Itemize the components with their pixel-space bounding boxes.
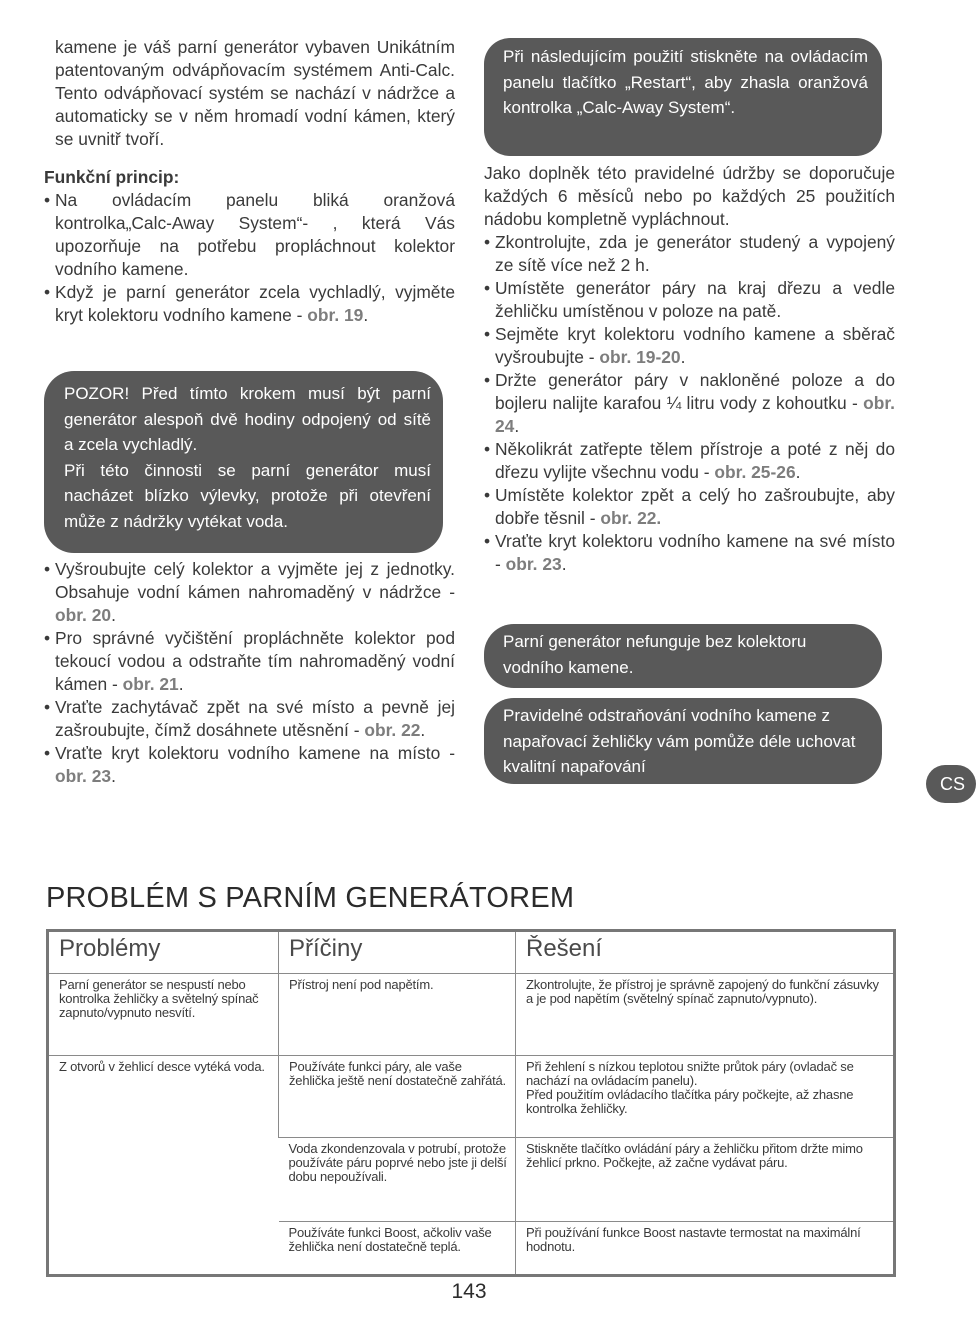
right-column [484, 162, 895, 576]
bullet-text: Na ovládacím panelu bliká oranžová kontrolka„Calc-Away System“- , která Vás upozorňuje na potřebu propláchnout kolektor vodního kamene. [55, 190, 455, 279]
figure-ref: obr. 20 [55, 605, 112, 625]
cause-cell: Voda zkondenzovala v potrubí, protože používáte páru poprvé nebo jste ji delší dobu nepoužívali. [279, 1138, 516, 1222]
solution-cell: Zkontrolujte, že přístroj je správně zapojený do funkční zásuvky a je pod napětím (světelný spínač zapnuto/vypnuto). [516, 974, 895, 1056]
table-row [48, 1056, 895, 1138]
bullet-text: Když je parní generátor zcela vychladlý, vyjměte kryt kolektoru vodního kamene - [55, 282, 455, 325]
list-item: • Vraťte kryt kolektoru vodního kamene na místo - obr. 23. [44, 743, 455, 786]
tip-box [484, 698, 882, 784]
list-item: • Sejměte kryt kolektoru vodního kamene a sběrač vyšroubujte - obr. 19-20. [484, 324, 895, 367]
list-item: • Umístěte generátor páry na kraj dřezu a vedle žehličku umístěnou v poloze na patě. [484, 278, 895, 321]
bullet-text: Vraťte zachytávač zpět na své místo a pevně jej zašroubujte, čímž dosáhnete utěsnění - [55, 697, 455, 740]
cause-cell: Používáte funkci Boost, ačkoliv vaše žehlička není dostatečně teplá. [279, 1222, 516, 1276]
list-item: • Několikrát zatřepte tělem přístroje a poté z něj do dřezu vylijte všechnu vodu - obr. 25-26. [484, 439, 895, 482]
figure-ref: obr. 23 [55, 766, 112, 786]
figure-ref: obr. 24 [495, 393, 895, 436]
page-number: 143 [451, 1280, 487, 1303]
intro-paragraph: kamene je váš parní generátor vybaven Unikátním patentovaným odvápňovacím systémem Anti-Calc. Tento odvápňovací systém se nachází v nádržce a automaticky se v něm hromadí vodní kámen, který se uvnitř tvoří. [55, 37, 455, 149]
info-text: Parní generátor nefunguje bez kolektoru vodního kamene. [503, 632, 807, 677]
left-column [44, 36, 455, 327]
principle-heading: Funkční princip: [44, 167, 180, 187]
list-item: • Na ovládacím panelu bliká oranžová kontrolka„Calc-Away System“- , která Vás upozorňuje na potřebu propláchnout kolektor vodního kamene. [44, 190, 455, 279]
table-header-row [48, 931, 895, 974]
bullet-text: Sejměte kryt kolektoru vodního kamene a sběrač vyšroubujte - [495, 324, 895, 367]
solution-line: Při žehlení s nízkou teplotou snižte průtok páry (ovladač se nachází na ovládacím panelu). [526, 1059, 854, 1088]
bullet-text: Vraťte kryt kolektoru vodního kamene na své místo - [495, 531, 895, 574]
solution-cell [516, 1056, 895, 1138]
solution-cell: Při používání funkce Boost nastavte termostat na maximální hodnotu. [516, 1222, 895, 1276]
solution-cell: Stiskněte tlačítko ovládání páry a žehličku přitom držte mimo žehlicí prkno. Počkejte, až začne vydávat páru. [516, 1138, 895, 1222]
restart-box [484, 38, 882, 156]
bullet-text: Vyšroubujte celý kolektor a vyjměte jej z jednotky. Obsahuje vodní kámen nahromaděný v nádržce - [55, 559, 455, 602]
cause-cell: Používáte funkci páry, ale vaše žehlička ještě není dostatečně zahřátá. [279, 1056, 516, 1138]
solution-line: Před použitím ovládacího tlačítka páry počkejte, až zhasne kontrolka žehličky. [526, 1087, 854, 1116]
warning-text: POZOR! Před tímto krokem musí být parní generátor alespoň dvě hodiny odpojený od sítě a zcela vychladlý. [64, 384, 431, 454]
figure-ref: obr. 21 [122, 674, 179, 694]
warning-text: Při této činnosti se parní generátor musí nacházet blízko výlevky, protože při otevření může z nádržky vytékat voda. [64, 460, 431, 531]
bullet-text: Zkontrolujte, zda je generátor studený a vypojený ze sítě více než 2 h. [495, 232, 895, 275]
problem-cell: Z otvorů v žehlicí desce vytéká voda. [48, 1056, 279, 1276]
language-tab: CS [926, 765, 976, 803]
column-header: Příčiny [279, 931, 516, 974]
bullet-text: Držte generátor páry v nakloněné poloze a do bojleru nalijte karafou ¼ litru vody z kohoutku - [495, 370, 895, 413]
figure-ref: obr. 19-20 [599, 347, 681, 367]
bullet-text: Umístěte generátor páry na kraj dřezu a vedle žehličku umístěnou v poloze na patě. [495, 278, 895, 321]
column-header: Problémy [48, 931, 279, 974]
figure-ref: obr. 19 [307, 305, 364, 325]
troubleshooting-table [46, 929, 896, 1277]
list-item: • Držte generátor páry v nakloněné poloze a do bojleru nalijte karafou ¼ litru vody z kohoutku - obr. 24. [484, 370, 895, 436]
section-title: PROBLÉM S PARNÍM GENERÁTOREM [46, 882, 575, 914]
figure-ref: obr. 22. [600, 508, 662, 528]
bullet-text: Umístěte kolektor zpět a celý ho zašroubujte, aby dobře těsnil - [495, 485, 895, 528]
table-row [48, 974, 895, 1056]
restart-text: Při následujícím použití stiskněte na ovládacím panelu tlačítko „Restart“, aby zhasla oranžová kontrolka „Calc-Away System“. [503, 47, 868, 117]
info-box [484, 624, 882, 688]
bullet-text: Několikrát zatřepte tělem přístroje a poté z něj do dřezu vylijte všechnu vodu - [495, 439, 895, 482]
list-item: • Umístěte kolektor zpět a celý ho zašroubujte, aby dobře těsnil - obr. 22. [484, 485, 895, 528]
column-header: Řešení [516, 931, 895, 974]
tip-text: Pravidelné odstraňování vodního kamene z napařovací žehličky vám pomůže déle uchovat kvalitní napařování [503, 706, 856, 776]
left-column-lower [44, 558, 455, 788]
figure-ref: obr. 23 [505, 554, 562, 574]
list-item: • Když je parní generátor zcela vychladlý, vyjměte kryt kolektoru vodního kamene - obr. 19. [44, 282, 455, 325]
list-item: • Vyšroubujte celý kolektor a vyjměte jej z jednotky. Obsahuje vodní kámen nahromaděný v nádržce - obr. 20. [44, 559, 455, 625]
list-item: • Zkontrolujte, zda je generátor studený a vypojený ze sítě více než 2 h. [484, 232, 895, 275]
list-item: • Vraťte zachytávač zpět na své místo a pevně jej zašroubujte, čímž dosáhnete utěsnění - obr. 22. [44, 697, 455, 740]
figure-ref: obr. 25-26 [714, 462, 796, 482]
bullet-text: Pro správné vyčištění propláchněte kolektor pod tekoucí vodou a odstraňte tím nahromaděný vodní kámen - [55, 628, 455, 694]
bullet-text: Vraťte kryt kolektoru vodního kamene na místo - [55, 743, 455, 763]
list-item: • Pro správné vyčištění propláchněte kolektor pod tekoucí vodou a odstraňte tím nahromaděný vodní kámen - obr. 21. [44, 628, 455, 694]
warning-box [44, 371, 443, 553]
figure-ref: obr. 22 [364, 720, 421, 740]
maintenance-paragraph: Jako doplněk této pravidelné údržby se doporučuje každých 6 měsíců nebo po každých 25 použitích nádobu kompletně vypláchnout. [484, 163, 895, 229]
list-item: • Vraťte kryt kolektoru vodního kamene na své místo - obr. 23. [484, 531, 895, 574]
cause-cell: Přístroj není pod napětím. [279, 974, 516, 1056]
problem-cell: Parní generátor se nespustí nebo kontrolka žehličky a světelný spínač zapnuto/vypnuto nesvítí. [48, 974, 279, 1056]
